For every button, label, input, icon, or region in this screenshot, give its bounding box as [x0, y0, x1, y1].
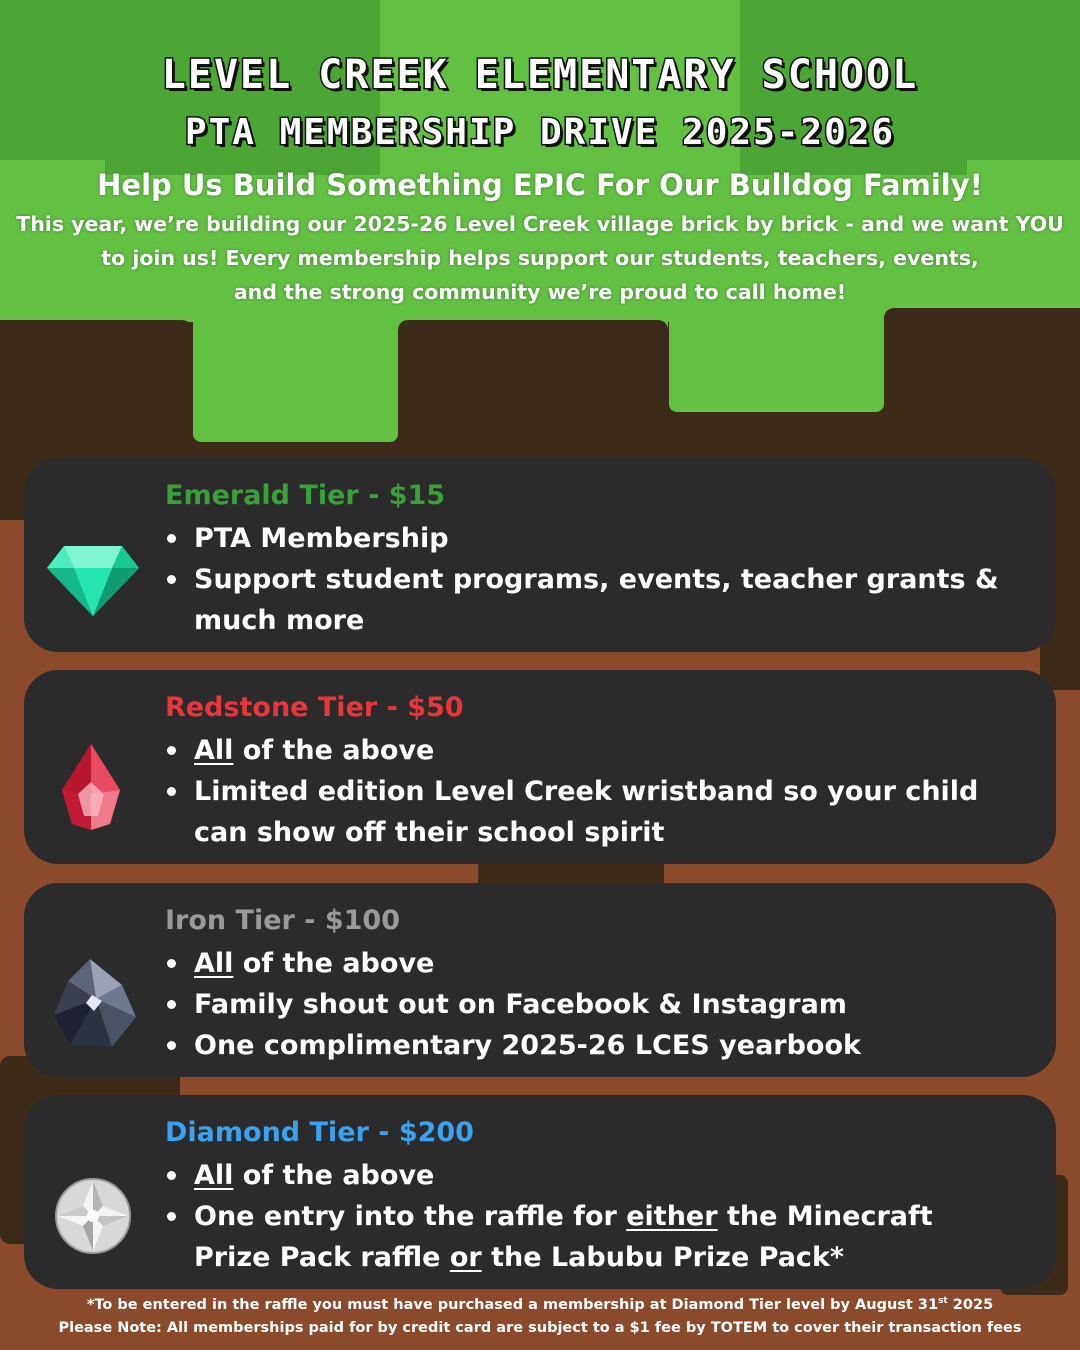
tier-card-redstone — [24, 670, 1056, 864]
benefit-item — [165, 1196, 1025, 1278]
benefit-item — [165, 1155, 1025, 1196]
benefit-text-underlined: All — [194, 948, 234, 979]
benefit-text: much more — [194, 605, 365, 636]
benefit-item — [165, 1025, 1025, 1066]
benefit-text: can show off their school spirit — [194, 817, 665, 848]
tier-name: Diamond Tier - $200 — [165, 1117, 474, 1148]
tier-name: Emerald Tier - $15 — [165, 480, 446, 511]
intro-line-1: This year, we’re building our 2025-26 Level Creek village brick by brick - and we want YOU — [16, 212, 1064, 236]
benefit-text: Limited edition Level Creek wristband so your child — [194, 776, 979, 807]
benefit-item — [165, 559, 1025, 641]
benefit-item — [165, 518, 1025, 559]
benefit-item — [165, 730, 1025, 771]
page-subtitle-drive: PTA MEMBERSHIP DRIVE 2025-2026 — [184, 112, 896, 153]
benefit-text: the Minecraft — [717, 1201, 933, 1232]
benefit-text-underlined: All — [194, 1160, 234, 1191]
benefit-text: of the above — [233, 735, 435, 766]
benefit-text-underlined: either — [626, 1201, 718, 1232]
footnote-year: 2025 — [947, 1296, 994, 1313]
tier-name: Redstone Tier - $50 — [165, 692, 464, 723]
benefit-text-underlined: or — [449, 1242, 482, 1273]
redstone-gem-icon — [58, 742, 124, 832]
tier-benefits-list — [165, 1155, 1025, 1278]
benefit-text: Prize Pack raffle — [194, 1242, 450, 1273]
tier-card-diamond — [24, 1095, 1056, 1289]
benefit-text: Family shout out on Facebook & Instagram — [194, 989, 847, 1020]
footnote-superscript: st — [938, 1296, 948, 1306]
footnote-text: *To be entered in the raffle you must have purchased a membership at Diamond Tier level by August 31 — [86, 1296, 939, 1313]
tier-benefits-list — [165, 518, 1025, 641]
benefit-text: the Labubu Prize Pack* — [481, 1242, 845, 1273]
benefit-text: One entry into the raffle for — [194, 1201, 627, 1232]
tier-benefits-list — [165, 943, 1025, 1066]
tagline: Help Us Build Something EPIC For Our Bulldog Family! — [97, 168, 983, 202]
intro-line-2: to join us! Every membership helps support our students, teachers, events, — [101, 246, 979, 270]
benefit-text: Support student programs, events, teacher grants & — [194, 564, 999, 595]
benefit-text: of the above — [233, 1160, 435, 1191]
grass-drip — [669, 322, 884, 412]
benefit-item — [165, 771, 1025, 853]
tier-name: Iron Tier - $100 — [165, 905, 400, 936]
diamond-gem-icon — [54, 1177, 132, 1255]
benefit-item — [165, 943, 1025, 984]
benefit-text: PTA Membership — [194, 523, 449, 554]
tier-card-emerald — [24, 458, 1056, 652]
iron-ore-icon — [50, 955, 140, 1051]
intro-line-3: and the strong community we’re proud to call home! — [233, 280, 847, 304]
benefit-text: One complimentary 2025-26 LCES yearbook — [194, 1030, 861, 1061]
benefit-item — [165, 984, 1025, 1025]
emerald-gem-icon — [46, 544, 140, 618]
raffle-footnote — [0, 1296, 1080, 1313]
fee-notice: Please Note: All memberships paid for by credit card are subject to a $1 fee by TOTEM to cover their transaction fees — [58, 1320, 1022, 1336]
tier-card-iron — [24, 883, 1056, 1077]
benefit-text-underlined: All — [194, 735, 234, 766]
grass-drip — [193, 322, 398, 442]
page-title: LEVEL CREEK ELEMENTARY SCHOOL — [161, 52, 919, 98]
tier-benefits-list — [165, 730, 1025, 853]
benefit-text: of the above — [233, 948, 435, 979]
